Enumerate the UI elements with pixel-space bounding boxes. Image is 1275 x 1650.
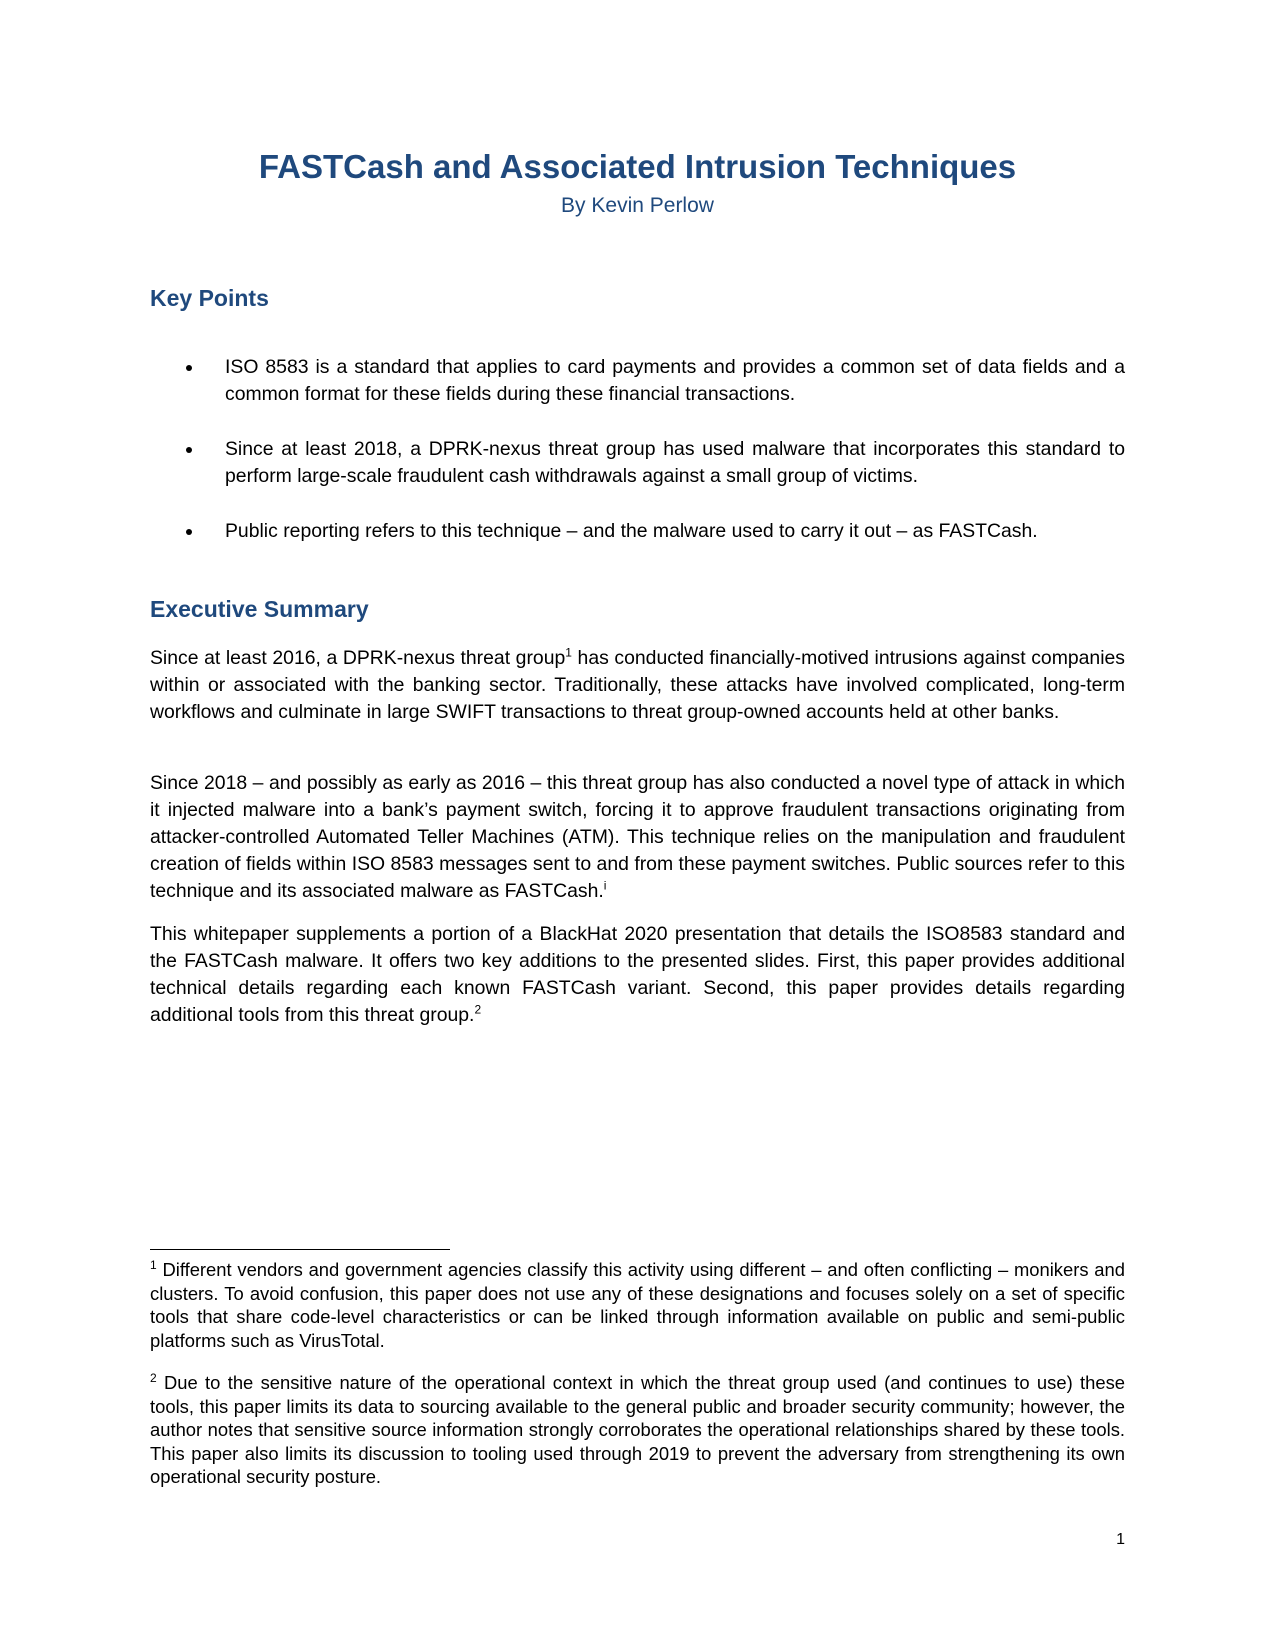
summary-paragraph-2 [150,770,1125,905]
document-title: FASTCash and Associated Intrusion Techniques [258,148,1017,185]
list-item [150,518,1125,545]
document-page [150,0,1125,1650]
paragraph-text: has conducted financially-motived intrusions against companies within or associated with the banking sector. Traditionally, these attacks have involved complicated, long-term workflows and culminate in large SWIFT transactions to threat group-owned accounts held at other banks. [150,647,1125,723]
footnote-text: Due to the sensitive nature of the operational context in which the threat group used (and continues to use) these tools, this paper limits its data to sourcing available to the general public and broader security community; however, the author notes that sensitive source information strongly corroborates the operational relationships shared by these tools. This paper also limits its discussion to tooling used through 2019 to prevent the adversary from strengthening its own operational security posture. [150,1372,1125,1487]
bullet-icon [186,447,192,453]
footnote-marker: 1 [150,1257,157,1272]
paragraph-text: Since 2018 – and possibly as early as 2016 – this threat group has also conducted a novel type of attack in which it injected malware into a bank’s payment switch, forcing it to approve fraudulent transactions originating from attacker-controlled Automated Teller Machines (ATM). This technique relies on the manipulation and fraudulent creation of fields within ISO 8583 messages sent to and from these payment switches. Public sources refer to this technique and its associated malware as FASTCash. [150,772,1125,902]
footnote-separator [150,1249,450,1250]
key-point-text: ISO 8583 is a standard that applies to card payments and provides a common set of data fields and a common format for these fields during these financial transactions. [225,356,1125,405]
summary-paragraph-1 [150,645,1125,726]
bullet-icon [186,365,192,371]
summary-paragraph-3 [150,921,1125,1029]
executive-summary-heading: Executive Summary [150,596,369,622]
document-author: By Kevin Perlow [561,194,714,217]
paragraph-text: This whitepaper supplements a portion of a BlackHat 2020 presentation that details the ISO8583 standard and the FASTCash malware. It offers two key additions to the presented slides. First, this paper provides additional technical details regarding each known FASTCash variant. Second, this paper provides details regarding additional tools from this threat group. [150,923,1125,1026]
key-points-list [150,354,1125,573]
footnote-reference: 1 [565,645,572,660]
key-points-heading: Key Points [150,285,269,311]
list-item [150,354,1125,408]
footnote-1 [150,1258,1125,1352]
footnote-marker: 2 [150,1370,157,1385]
page-number: 1 [1116,1531,1125,1548]
endnote-reference: i [603,878,607,893]
footnote-text: Different vendors and government agencies classify this activity using different – and often conflicting – monikers and clusters. To avoid confusion, this paper does not use any of these designations and focuses solely on a set of specific tools that share code-level characteristics or can be linked through information available on public and semi-public platforms such as VirusTotal. [150,1259,1125,1351]
paragraph-text: Since at least 2016, a DPRK-nexus threat group [150,647,566,669]
list-item [150,436,1125,490]
footnote-reference: 2 [474,1002,482,1017]
footnote-2 [150,1371,1125,1489]
key-point-text: Since at least 2018, a DPRK-nexus threat group has used malware that incorporates this standard to perform large-scale fraudulent cash withdrawals against a small group of victims. [225,438,1125,487]
key-point-text: Public reporting refers to this technique – and the malware used to carry it out – as FASTCash. [225,520,1038,542]
bullet-icon [186,529,192,535]
